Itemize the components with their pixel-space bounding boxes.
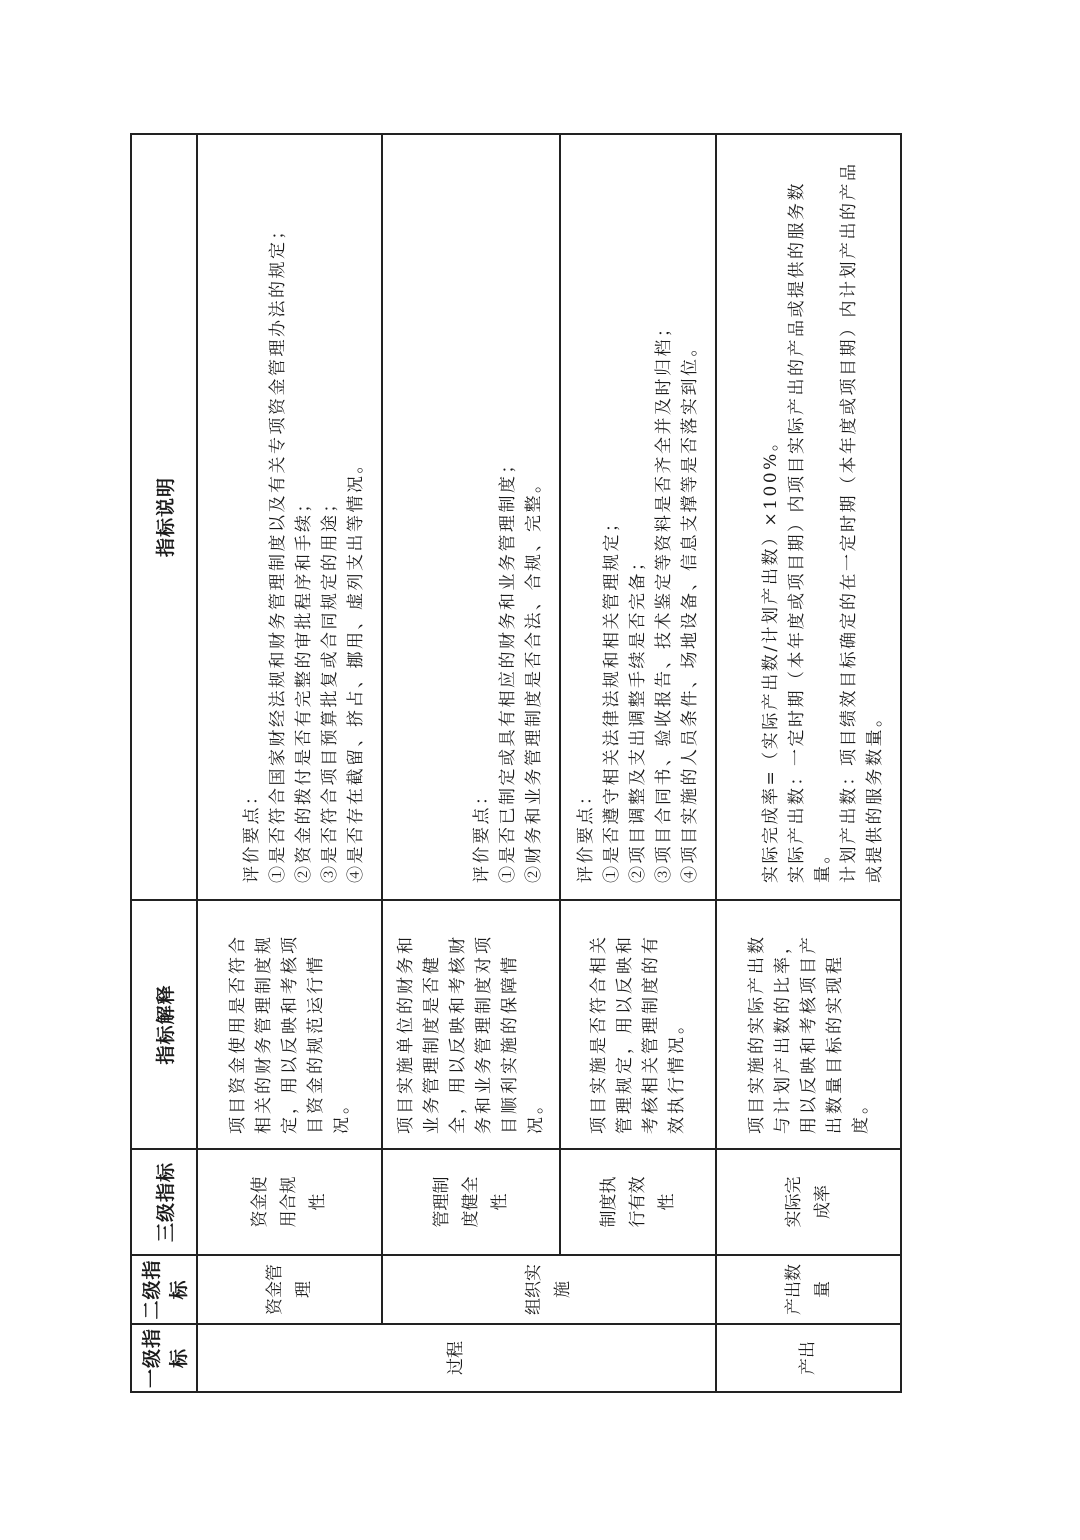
indicator-table <box>130 133 902 1393</box>
header-level1: 一级指标 <box>131 1324 197 1392</box>
header-definition: 指标解释 <box>131 900 197 1149</box>
table-row <box>560 134 716 1392</box>
description-point: ②项目调整及支出调整手续是否完备； <box>628 551 648 883</box>
description-cell <box>382 134 560 900</box>
definition-cell: 项目资金使用是否符合相关的财务管理制度规定，用以反映和考核项目资金的规范运行情况。 <box>197 900 382 1149</box>
description-line: 计划产出数：项目绩效目标确定的在一定时期（本年度或项目期）内计划产出的产品或提供的服务数量。 <box>839 161 885 883</box>
level3-cell: 实际完成率 <box>716 1149 901 1255</box>
table-row <box>197 134 382 1392</box>
level1-cell: 过程 <box>197 1324 716 1392</box>
description-cell <box>197 134 382 900</box>
header-row <box>131 134 197 1392</box>
description-point: ④是否存在截留、挤占、挪用、虚列支出等情况。 <box>346 454 366 883</box>
description-point: ①是否符合国家财经法规和财务管理制度以及有关专项资金管理办法的规定； <box>268 220 288 883</box>
level2-cell: 产出数量 <box>716 1255 901 1324</box>
description-point: ②资金的拨付是否有完整的审批程序和手续； <box>294 493 314 883</box>
description-line: 实际完成率=（实际产出数/计划产出数）×100%。 <box>761 431 781 883</box>
description-point: ①是否遵守相关法律法规和相关管理规定； <box>602 512 622 883</box>
level2-cell: 资金管理 <box>197 1255 382 1324</box>
description-heading: 评价要点： <box>472 785 492 883</box>
description-heading: 评价要点： <box>576 785 596 883</box>
level3-cell: 资金使用合规性 <box>197 1149 382 1255</box>
description-point: ③是否符合项目预算批复或合同规定的用途； <box>320 493 340 883</box>
description-point: ②财务和业务管理制度是否合法、合规、完整。 <box>524 473 544 883</box>
rotated-table-wrapper <box>130 135 885 1393</box>
definition-cell: 项目实施的实际产出数与计划产出数的比率，用以反映和考核项目产出数量目标的实现程度。 <box>716 900 901 1149</box>
description-cell <box>716 134 901 900</box>
description-point: ①是否已制定或具有相应的财务和业务管理制度； <box>498 454 518 883</box>
header-level2: 二级指标 <box>131 1255 197 1324</box>
level3-cell: 制度执行有效性 <box>560 1149 716 1255</box>
header-description: 指标说明 <box>131 134 197 900</box>
level2-cell: 组织实施 <box>382 1255 716 1324</box>
description-cell <box>560 134 716 900</box>
level1-cell: 产出 <box>716 1324 901 1392</box>
table-row <box>716 134 901 1392</box>
description-heading: 评价要点： <box>242 785 262 883</box>
definition-cell: 项目实施单位的财务和业务管理制度是否健全，用以反映和考核财务和业务管理制度对项目顺利实施的保障情况。 <box>382 900 560 1149</box>
description-point: ④项目实施的人员条件、场地设备、信息支撑等是否落实到位。 <box>680 337 700 883</box>
definition-cell: 项目实施是否符合相关管理规定，用以反映和考核相关管理制度的有效执行情况。 <box>560 900 716 1149</box>
table-row <box>382 134 560 1392</box>
level3-cell: 管理制度健全性 <box>382 1149 560 1255</box>
header-level3: 三级指标 <box>131 1149 197 1255</box>
description-point: ③项目合同书、验收报告、技术鉴定等资料是否齐全并及时归档； <box>654 317 674 883</box>
description-line: 实际产出数：一定时期（本年度或项目期）内项目实际产出的产品或提供的服务数量。 <box>787 181 833 883</box>
